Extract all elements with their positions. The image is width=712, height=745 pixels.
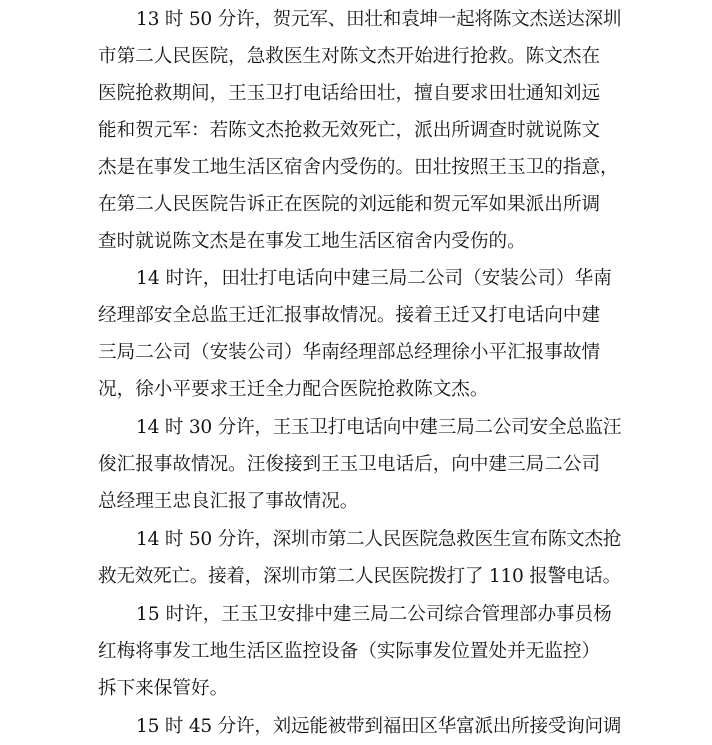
paragraph-1-line-1: 13 时 50 分许，贺元军、田壮和袁坤一起将陈文杰送达深圳 bbox=[136, 9, 622, 30]
paragraph-1-line-6: 在第二人民医院告诉正在医院的刘远能和贺元军如果派出所调 bbox=[98, 194, 601, 215]
paragraph-1-line-7: 查时就说陈文杰是在事发工地生活区宿舍内受伤的。 bbox=[98, 231, 526, 252]
paragraph-6-line-1: 15 时 45 分许，刘远能被带到福田区华富派出所接受询问调 bbox=[136, 716, 622, 737]
paragraph-1-line-5: 杰是在事发工地生活区宿舍内受伤的。田壮按照王玉卫的指意， bbox=[98, 157, 619, 178]
paragraph-3-line-2: 俊汇报事故情况。汪俊接到王玉卫电话后，向中建三局二公司 bbox=[98, 454, 601, 475]
paragraph-4-line-2: 救无效死亡。接着，深圳市第二人民医院拨打了 110 报警电话。 bbox=[98, 566, 621, 587]
paragraph-2-line-2: 经理部安全总监王迁汇报事故情况。接着王迁又打电话向中建 bbox=[98, 305, 601, 326]
paragraph-1-line-4: 能和贺元军：若陈文杰抢救无效死亡，派出所调查时就说陈文 bbox=[98, 120, 601, 141]
paragraph-4-line-1: 14 时 50 分许，深圳市第二人民医院急救医生宣布陈文杰抢 bbox=[136, 529, 622, 550]
paragraph-1-line-3: 医院抢救期间，王玉卫打电话给田壮，擅自要求田壮通知刘远 bbox=[98, 83, 601, 104]
paragraph-2-line-1: 14 时许，田壮打电话向中建三局二公司（安装公司）华南 bbox=[136, 268, 612, 289]
paragraph-1-line-2: 市第二人民医院，急救医生对陈文杰开始进行抢救。陈文杰在 bbox=[98, 46, 601, 67]
paragraph-5-line-2: 红梅将事发工地生活区监控设备（实际事发位置处并无监控） bbox=[98, 641, 601, 662]
paragraph-2-line-4: 况，徐小平要求王迁全力配合医院抢救陈文杰。 bbox=[98, 379, 489, 400]
paragraph-5-line-1: 15 时许，王玉卫安排中建三局二公司综合管理部办事员杨 bbox=[136, 604, 612, 625]
paragraph-5-line-3: 拆下来保管好。 bbox=[98, 678, 229, 699]
paragraph-3-line-1: 14 时 30 分许，王玉卫打电话向中建三局二公司安全总监汪 bbox=[136, 417, 622, 438]
paragraph-3-line-3: 总经理王忠良汇报了事故情况。 bbox=[98, 491, 359, 512]
paragraph-2-line-3: 三局二公司（安装公司）华南经理部总经理徐小平汇报事故情 bbox=[98, 342, 601, 363]
